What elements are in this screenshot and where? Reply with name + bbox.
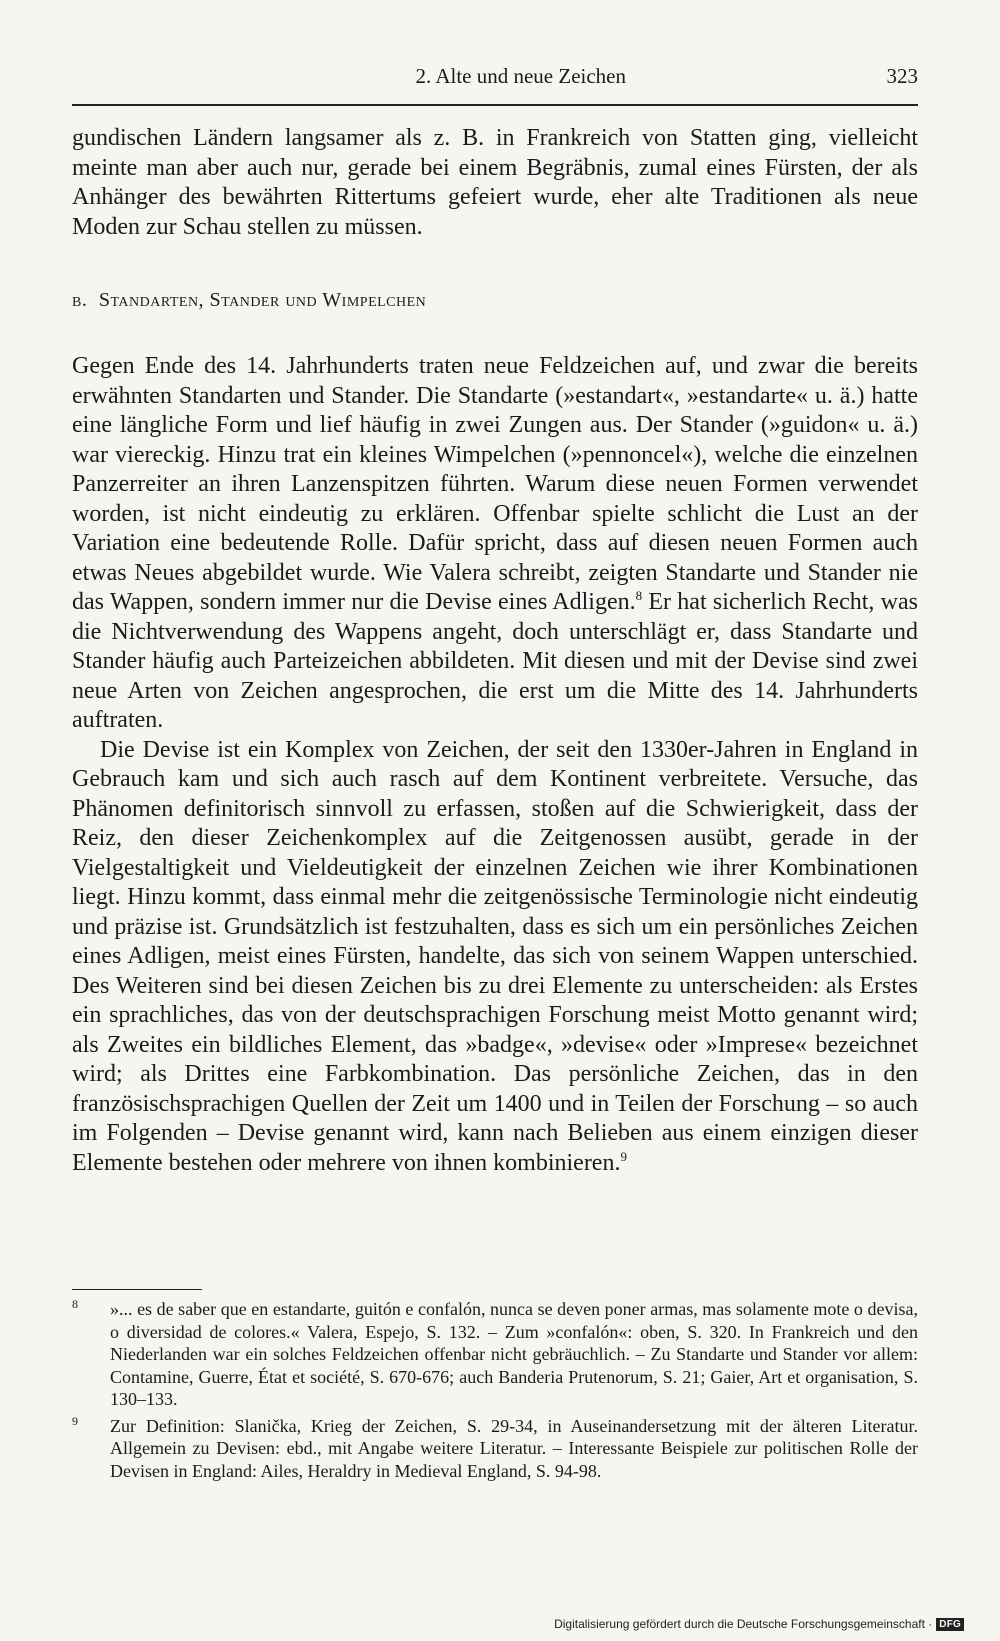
section-title: Standarten, Stander und Wimpelchen [98, 289, 427, 311]
paragraph-1-text-b: Er hat sicherlich Recht, was die Nichtverwendung des Wappens angeht, doch unterschlägt er, dass Standarte und Stander häufig auch Parteizeichen abbildeten. Mit diesen und mit der Devise sind zwei neue Arten von Zeichen angesprochen, die erst um die Mitte des 14. Jahrhunderts auftraten. [72, 589, 918, 733]
main-text [72, 124, 918, 1178]
running-head [72, 64, 918, 106]
paragraph-1-text-a: Gegen Ende des 14. Jahrhunderts traten neue Feldzeichen auf, und zwar die bereits erwähnten Standarten und Stander. Die Standarte (»estandart«, »estandarte« u. ä.) hatte eine längliche Form und lief häufig in zwei Zungen aus. Der Stander (»guidon« u. ä.) war viereckig. Hinzu trat ein kleines Wimpelchen (»pennoncel«), welche die einzelnen Panzerreiter an ihren Lanzenspitzen führten. Warum diese neuen Formen verwendet worden, ist nicht eindeutig zu erklären. Offenbar spielte schlicht die Lust an der Variation eine bedeutende Rolle. Dafür spricht, dass auf diesen neuen Formen auch etwas Neues abgebildet wurde. Wie Valera schreibt, zeigten Standarte und Stander nie das Wappen, sondern immer nur die Devise eines Adligen. [72, 353, 918, 615]
footnote-text: »... es de saber que en estandarte, guitón e confalón, nunca se deven poner armas, mas solamente mote o devisa, o diversidad de colores.« Valera, Espejo, S. 132. – Zum »confalón«: oben, S. 320. In Frankreich und den Niederlanden war ein solches Feldzeichen offenbar nicht gebräuchlich. – Zu Standarte und Stander vor allem: Contamine, Guerre, État et société, S. 670-676; auch Banderia Prutenorum, S. 21; Gaier, Art et organisation, S. 130–133. [110, 1299, 918, 1409]
footnote-text: Zur Definition: Slanička, Krieg der Zeichen, S. 29-34, in Auseinandersetzung mit der älteren Literatur. Allgemein zu Devisen: ebd., mit Angabe weitere Literatur. – Interessante Beispiele zur politischen Rolle der Devisen in England: Ailes, Heraldry in Medieval England, S. 94-98. [110, 1415, 918, 1481]
digitization-credit-text: Digitalisierung gefördert durch die Deutsche Forschungsgemeinschaft · [554, 1617, 933, 1631]
page-number: 323 [886, 64, 918, 88]
footnotes [72, 1298, 918, 1486]
footnote-number: 9 [72, 1413, 78, 1428]
footnote-number: 8 [72, 1297, 78, 1311]
dfg-logo: DFG [936, 1618, 964, 1631]
footnote-ref-8[interactable]: 8 [635, 588, 643, 603]
body-paragraph-1 [72, 352, 918, 736]
running-title: 2. Alte und neue Zeichen [415, 64, 626, 88]
footnote-ref-9[interactable]: 9 [620, 1148, 627, 1164]
paragraph-2-text: Die Devise ist ein Komplex von Zeichen, der seit den 1330er-Jahren in England in Gebrauch kam und sich auch rasch auf dem Kontinent verbreitete. Versuche, das Phänomen definitorisch sinnvoll zu erfassen, stoßen auf die Schwierigkeit, dass der Reiz, den dieser Zeichenkomplex auf die Zeitgenossen ausübt, gerade in der Vielgestaltigkeit und Vieldeutigkeit der einzelnen Zeichen wie ihrer Kombinationen liegt. Hinzu kommt, dass einmal mehr die zeitgenössische Terminologie nicht eindeutig und präzise ist. Grundsätzlich ist festzuhalten, dass es sich um ein persönliches Zeichen eines Adligen, meist eines Fürsten, handelte, das sich von seinem Wappen unterschied. Des Weiteren sind bei diesen Zeichen bis zu drei Elemente zu unterscheiden: als Erstes ein sprachliches, das von der deutschsprachigen Forschung meist Motto genannt wird; als Zweites ein bildliches Element, das »badge«, »devise« oder »Imprese« bezeichnet wird; als Drittes eine Farbkombination. Das persönliche Zeichen, das in den französischsprachigen Quellen der Zeit um 1400 und in Teilen der Forschung – so auch im Folgenden – Devise genannt wird, kann nach Belieben aus einem einzigen dieser Elemente bestehen oder mehrere von ihnen kombinieren. [72, 736, 918, 1176]
section-letter: b. [72, 289, 88, 311]
footnote-9 [72, 1415, 918, 1483]
body-paragraph-2 [72, 736, 918, 1179]
footnote-8 [72, 1298, 918, 1411]
digitization-credit [554, 1617, 964, 1631]
intro-paragraph: gundischen Ländern langsamer als z. B. in Frankreich von Statten ging, vielleicht meinte man aber auch nur, gerade bei einem Begräbnis, zumal eines Fürsten, der als Anhänger des bewährten Rittertums gefeiert wurde, eher alte Traditionen als neue Moden zur Schau stellen zu müssen. [72, 125, 918, 240]
section-heading [72, 288, 918, 312]
footnote-divider [72, 1289, 202, 1290]
